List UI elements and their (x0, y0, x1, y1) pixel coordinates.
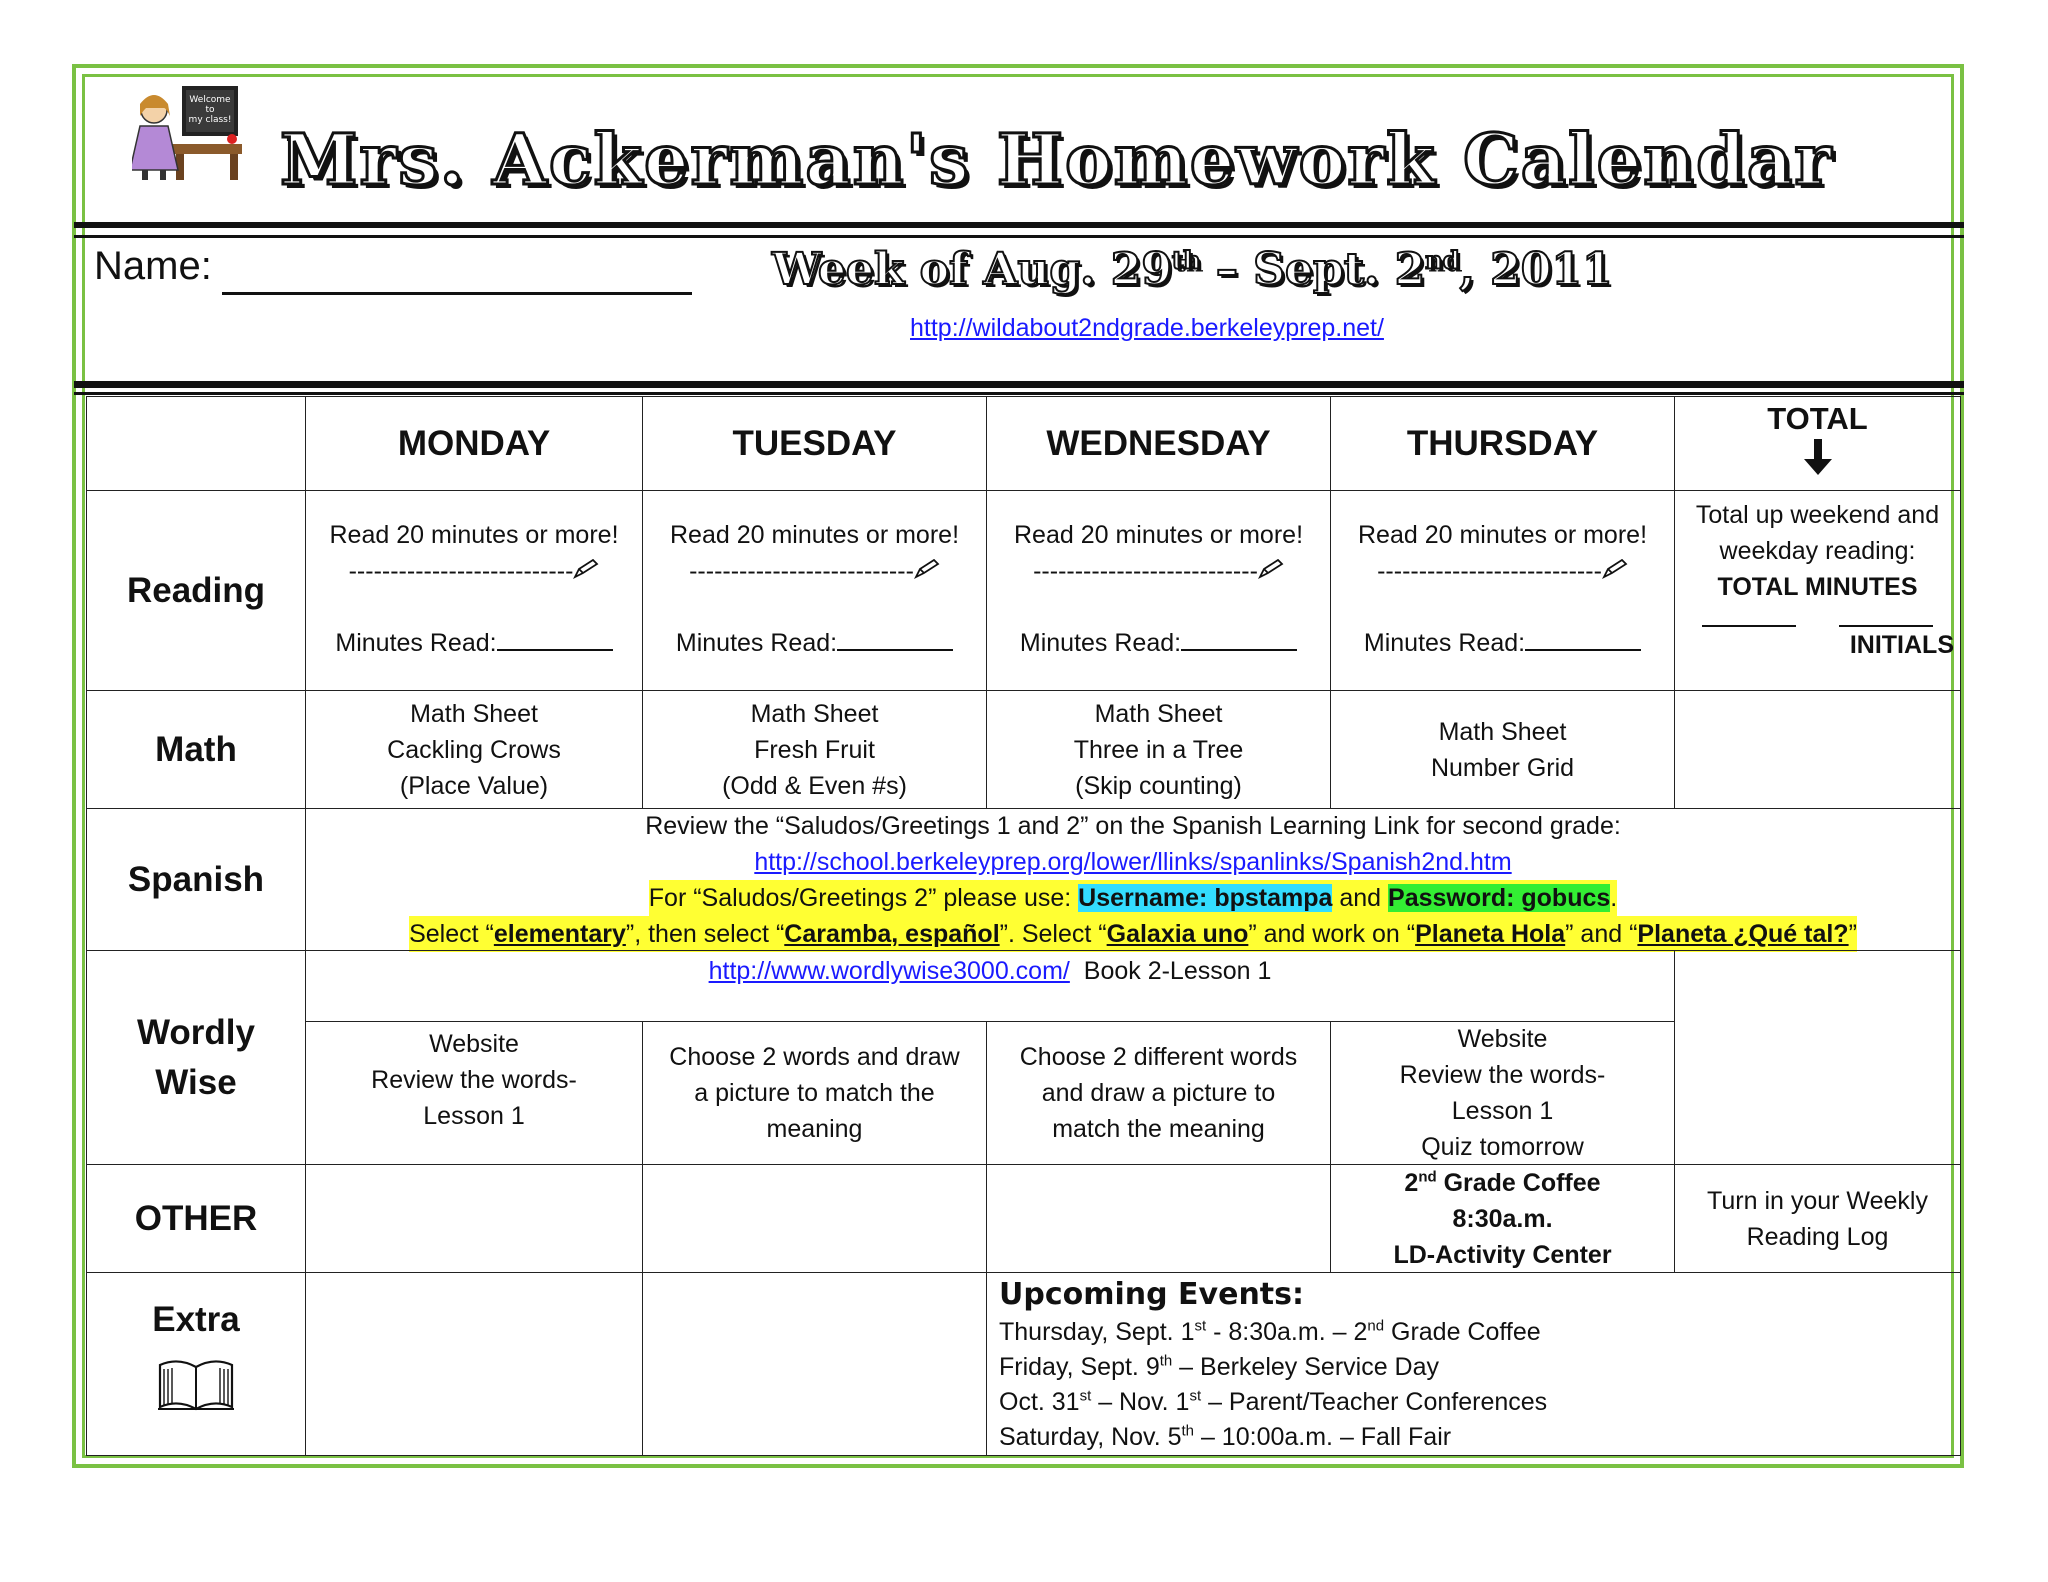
row-spanish-label: Spanish (86, 808, 306, 951)
sign-text-3: my class! (188, 115, 232, 125)
sign-text-1: Welcome (189, 95, 231, 105)
math-total (1674, 690, 1961, 809)
event-2: Friday, Sept. 9th – Berkeley Service Day (999, 1352, 1440, 1381)
reading-task: Read 20 minutes or more! (329, 521, 619, 549)
col-wednesday: WEDNESDAY (986, 396, 1331, 491)
wordly-tuesday: Choose 2 words and draw a picture to match the meaning (642, 1021, 987, 1165)
reading-wednesday (986, 490, 1331, 691)
arrow-down-icon (1801, 439, 1835, 475)
wordly-thursday: Website Review the words- Lesson 1 Quiz tomorrow (1330, 1021, 1675, 1165)
spanish-login-line: For “Saludos/Greetings 2” please use: Username: bpstampa and Password: gobucs. (649, 880, 1617, 916)
pencil-icon (914, 559, 940, 579)
spanish-username: Username: bpstampa (1078, 883, 1333, 912)
reading-task: Read 20 minutes or more! (1357, 521, 1648, 549)
header-rule-top (74, 222, 1964, 228)
wordly-wise-line: http://www.wordlywise3000.com/ Book 2-Lesson 1 (708, 957, 1272, 985)
sign-text-2: to (205, 105, 215, 115)
reading-task: Read 20 minutes or more! (669, 521, 960, 549)
extra-tuesday (642, 1272, 987, 1456)
math-wednesday: Math Sheet Three in a Tree (Skip counting) (986, 690, 1331, 809)
col-monday: MONDAY (305, 396, 643, 491)
reading-total (1674, 490, 1961, 691)
row-math-label: Math (86, 690, 306, 809)
spanish-line-1: Review the “Saludos/Greetings 1 and 2” on the Spanish Learning Link for second grade: (645, 811, 1621, 840)
spanish-password: Password: gobucs (1388, 883, 1611, 912)
wordly-wednesday: Choose 2 different words and draw a picture to match the meaning (986, 1021, 1331, 1165)
minutes-read: Minutes Read: (1364, 625, 1641, 661)
minutes-read: Minutes Read: (676, 625, 953, 661)
other-monday (305, 1164, 643, 1273)
spanish-link[interactable]: http://school.berkeleyprep.org/lower/llinks/spanlinks/Spanish2nd.htm (754, 847, 1512, 876)
row-wordly-wise-label: Wordly Wise (86, 950, 306, 1165)
upcoming-events (986, 1272, 1961, 1456)
spanish-instructions (305, 808, 1961, 951)
wordly-wise-header (305, 950, 1675, 1022)
event-3: Oct. 31st – Nov. 1st – Parent/Teacher Conferences (999, 1387, 1548, 1416)
teacher-clipart-icon (132, 82, 244, 184)
header-rule-bottom (74, 381, 1964, 388)
week-of-heading: Week of Aug. 29th – Sept. 2nd, 2011 (772, 244, 1613, 295)
spanish-select-line: Select “elementary”, then select “Caramba, español”. Select “Galaxia uno” and work on “Planeta Hola” and “Planeta ¿Qué tal?” (409, 916, 1857, 952)
class-website-link[interactable]: http://wildabout2ndgrade.berkeleyprep.net/ (910, 314, 1384, 342)
header-rule-bottom-thin (74, 392, 1964, 395)
reading-thursday (1330, 490, 1675, 691)
wordly-monday: Website Review the words- Lesson 1 (305, 1021, 643, 1165)
math-thursday: Math Sheet Number Grid (1330, 690, 1675, 809)
pencil-icon (1602, 559, 1628, 579)
other-tuesday (642, 1164, 987, 1273)
initials-label: INITIALS (1849, 631, 1954, 659)
row-reading-label: Reading (86, 490, 306, 691)
total-minutes-field[interactable] (1702, 621, 1796, 627)
homework-grid (86, 396, 1956, 1456)
upcoming-events-title: Upcoming Events: (999, 1277, 1304, 1312)
row-extra-label: Extra (86, 1272, 306, 1456)
col-tuesday: TUESDAY (642, 396, 987, 491)
reading-dashes: --------------------------- (1377, 553, 1628, 589)
book-icon (156, 1355, 236, 1415)
extra-monday (305, 1272, 643, 1456)
event-4: Saturday, Nov. 5th – 10:00a.m. – Fall Fair (999, 1422, 1452, 1451)
corner-cell (86, 396, 306, 491)
wordly-wise-link[interactable]: http://www.wordlywise3000.com/ (708, 957, 1070, 985)
minutes-read: Minutes Read: (1020, 625, 1297, 661)
col-total-label: TOTAL (1767, 401, 1868, 436)
wordly-wise-total (1674, 950, 1961, 1165)
other-thursday: 2nd Grade Coffee 8:30a.m. LD-Activity Center (1330, 1164, 1675, 1273)
math-tuesday: Math Sheet Fresh Fruit (Odd & Even #s) (642, 690, 987, 809)
row-other-label: OTHER (86, 1164, 306, 1273)
col-thursday: THURSDAY (1330, 396, 1675, 491)
page-title: Mrs. Ackerman's Homework Calendar (280, 118, 1834, 201)
total-minutes-label: TOTAL MINUTES (1717, 573, 1918, 601)
pencil-icon (573, 559, 599, 579)
other-total: Turn in your Weekly Reading Log (1674, 1164, 1961, 1273)
reading-tuesday (642, 490, 987, 691)
reading-total-text: Total up weekend and weekday reading: (1695, 501, 1940, 565)
reading-monday (305, 490, 643, 691)
reading-task: Read 20 minutes or more! (1013, 521, 1304, 549)
event-1: Thursday, Sept. 1st - 8:30a.m. – 2nd Grade Coffee (999, 1317, 1541, 1346)
pencil-icon (1258, 559, 1284, 579)
col-total (1674, 396, 1961, 491)
minutes-read: Minutes Read: (335, 625, 612, 661)
reading-dashes: --------------------------- (689, 553, 940, 589)
name-label: Name: (94, 244, 212, 288)
coffee-line: 2nd Grade Coffee (1404, 1168, 1601, 1197)
name-field[interactable] (222, 292, 692, 295)
reading-dashes: --------------------------- (349, 553, 600, 589)
math-monday: Math Sheet Cackling Crows (Place Value) (305, 690, 643, 809)
other-wednesday (986, 1164, 1331, 1273)
header-rule-top-thin (74, 235, 1964, 238)
reading-dashes: --------------------------- (1033, 553, 1284, 589)
